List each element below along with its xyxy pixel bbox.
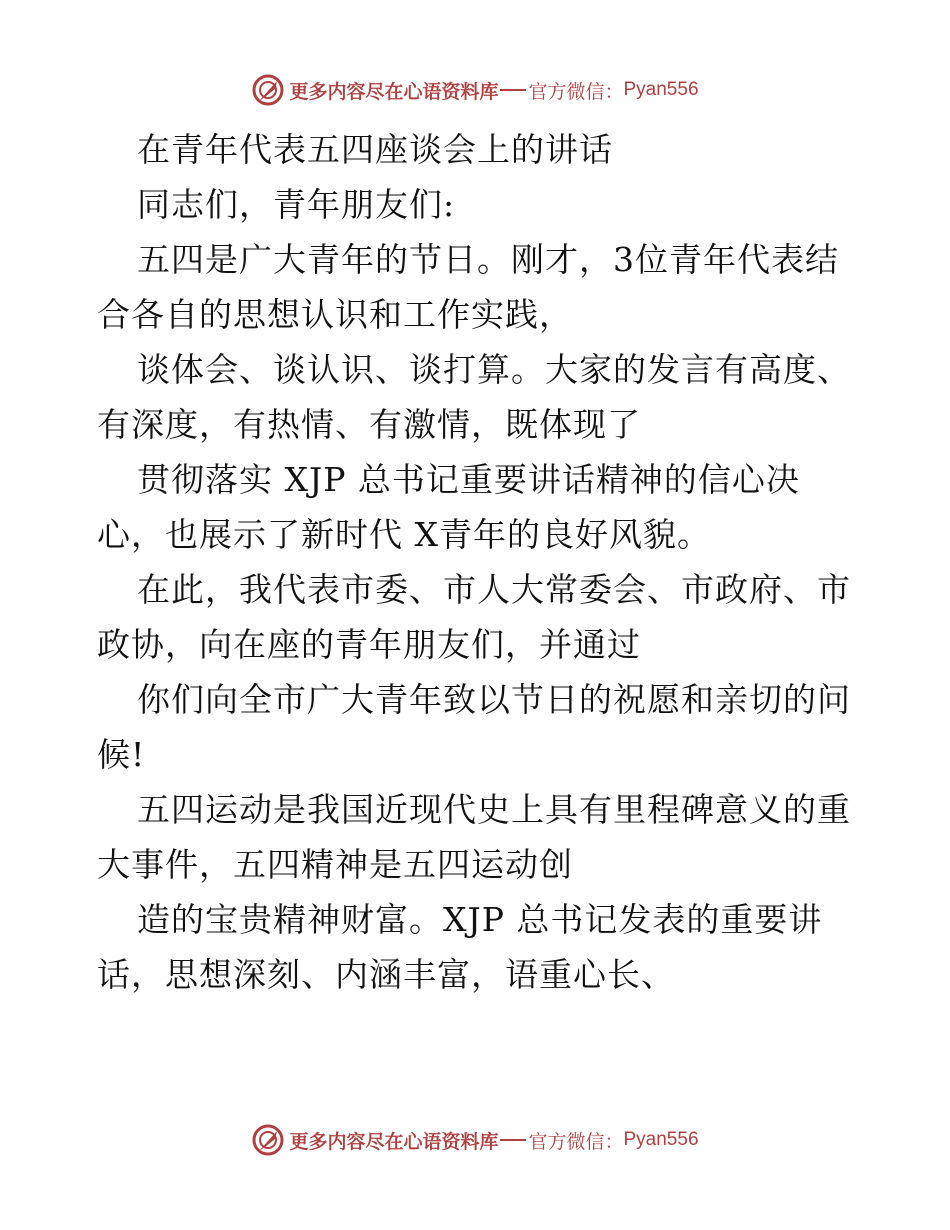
footer-watermark-id: Pyan556	[623, 1129, 699, 1150]
text-line: 在此，我代表市委、市人大常委会、市政府、市	[137, 570, 851, 609]
text-line: 话，思想深刻、内涵丰富，语重心长、	[97, 955, 675, 994]
document-body	[97, 122, 857, 1002]
header-watermark-text: 更多内容尽在心语资料库	[289, 80, 499, 103]
footer-watermark-text: 更多内容尽在心语资料库	[289, 1130, 499, 1153]
text-line: 五四是广大青年的节日。刚才，3位青年代表结	[137, 240, 839, 279]
text-line: 候!	[97, 735, 146, 774]
footer-watermark	[0, 1120, 950, 1160]
text-line: 谈体会、谈认识、谈打算。大家的发言有高度、	[137, 350, 851, 389]
text-line: 贯彻落实 XJP 总书记重要讲话精神的信心决	[137, 460, 800, 499]
header-watermark-id: Pyan556	[623, 79, 699, 100]
footer-dash	[500, 1139, 526, 1141]
header-watermark-sub: 官方微信：	[528, 80, 624, 103]
quill-logo-icon	[251, 73, 285, 107]
quill-logo-icon	[251, 1123, 285, 1157]
text-line: 大事件，五四精神是五四运动创	[97, 845, 573, 884]
text-line: 有深度，有热情、有激情，既体现了	[97, 405, 641, 444]
text-line: 造的宝贵精神财富。XJP 总书记发表的重要讲	[137, 900, 823, 939]
document-title: 在青年代表五四座谈会上的讲话	[137, 130, 613, 169]
text-line: 政协，向在座的青年朋友们，并通过	[97, 625, 641, 664]
text-line: 五四运动是我国近现代史上具有里程碑意义的重	[137, 790, 851, 829]
header-watermark	[0, 70, 950, 110]
footer-watermark-sub: 官方微信：	[528, 1130, 624, 1153]
text-line: 心，也展示了新时代 X青年的良好风貌。	[97, 515, 711, 554]
header-dash	[500, 89, 526, 91]
text-line: 同志们，青年朋友们:	[137, 185, 456, 224]
text-line: 你们向全市广大青年致以节日的祝愿和亲切的问	[137, 680, 851, 719]
text-line: 合各自的思想认识和工作实践，	[97, 295, 573, 334]
